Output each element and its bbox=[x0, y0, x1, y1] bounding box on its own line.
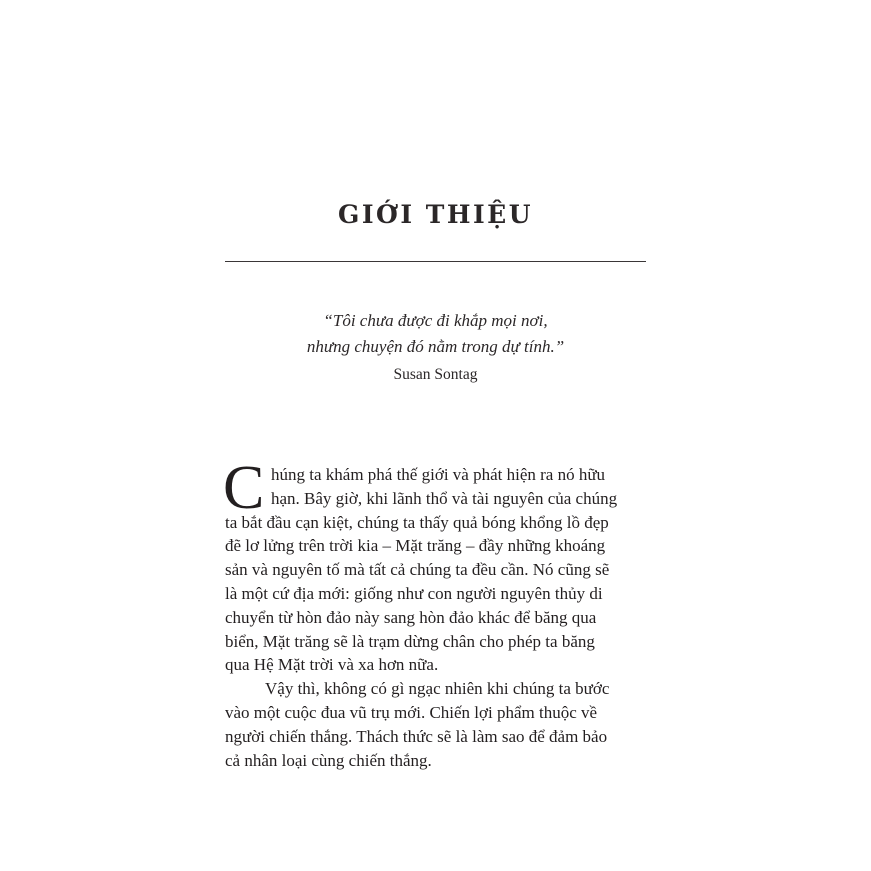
drop-cap: C bbox=[223, 454, 265, 522]
body-text bbox=[223, 454, 649, 772]
epigraph-author: Susan Sontag bbox=[393, 366, 478, 383]
text-line: đẽ lơ lửng trên trời kia – Mặt trăng – đầy những khoáng bbox=[225, 536, 606, 556]
text-line: vào một cuộc đua vũ trụ mới. Chiến lợi phẩm thuộc về bbox=[225, 702, 598, 722]
text-line: húng ta khám phá thế giới và phát hiện ra nó hữu bbox=[271, 465, 606, 484]
text-line: chuyển từ hòn đảo này sang hòn đảo khác để băng qua bbox=[225, 607, 597, 627]
epigraph-line: “Tôi chưa được đi khắp mọi nơi, bbox=[323, 311, 548, 330]
text-line: Vậy thì, không có gì ngạc nhiên khi chúng ta bước bbox=[265, 679, 610, 699]
text-line: là một cứ địa mới: giống như con người nguyên thủy di bbox=[225, 583, 603, 603]
text-line: người chiến thắng. Thách thức sẽ là làm sao để đảm bảo bbox=[225, 726, 608, 746]
epigraph bbox=[225, 308, 646, 386]
chapter-title: GIỚI THIỆU bbox=[338, 200, 533, 229]
paragraph-2 bbox=[225, 677, 649, 772]
epigraph-line: nhưng chuyện đó nằm trong dự tính.” bbox=[306, 337, 565, 356]
text-line: biển, Mặt trăng sẽ là trạm dừng chân cho phép ta băng bbox=[225, 631, 595, 651]
text-line: cả nhân loại cùng chiến thắng. bbox=[225, 750, 432, 770]
paragraph-1 bbox=[223, 454, 649, 677]
title-divider bbox=[225, 261, 646, 262]
text-line: qua Hệ Mặt trời và xa hơn nữa. bbox=[225, 655, 439, 675]
text-line: sản và nguyên tố mà tất cả chúng ta đều cần. Nó cũng sẽ bbox=[225, 560, 610, 580]
text-line: ta bắt đầu cạn kiệt, chúng ta thấy quả bóng khổng lồ đẹp bbox=[225, 512, 609, 532]
text-line: hạn. Bây giờ, khi lãnh thổ và tài nguyên của chúng bbox=[271, 488, 618, 508]
